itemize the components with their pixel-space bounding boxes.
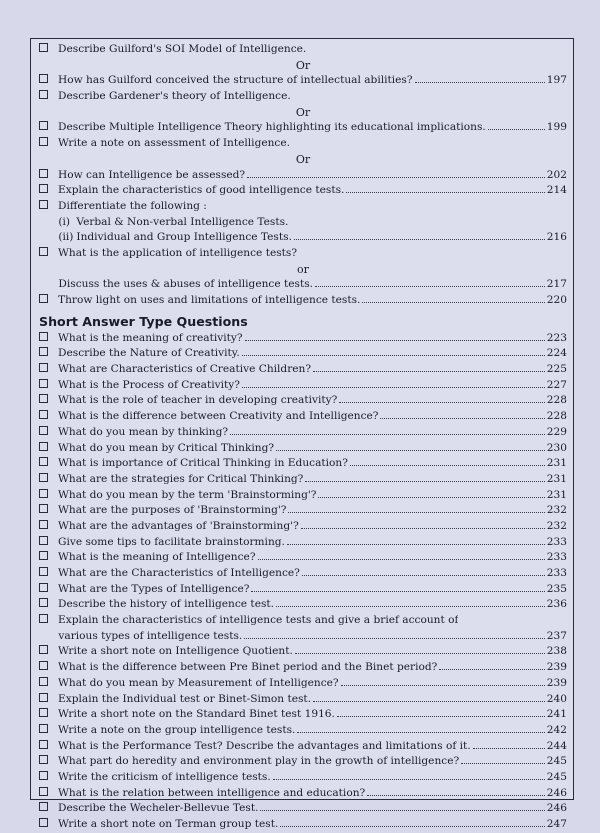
entry-text: What part do heredity and environment play in the growth of intelligence? [58, 755, 460, 768]
page-number: 247 [546, 818, 567, 830]
toc-entry [39, 629, 567, 645]
dot-leader [367, 786, 545, 796]
contents-page [30, 38, 574, 830]
toc-entry [39, 456, 567, 472]
entry-text: What is the meaning of creativity? [58, 331, 243, 344]
page-number: 214 [546, 184, 567, 197]
entry-text: What do you mean by Measurement of Intelligence? [58, 676, 339, 689]
dot-leader [350, 456, 545, 466]
entry-text: What are Characteristics of Creative Children? [58, 363, 312, 376]
entry-text: Discuss the uses & abuses of intelligence tests. [58, 278, 314, 291]
toc-entry [39, 613, 567, 629]
checkbox-square-icon [39, 583, 48, 592]
dot-leader [244, 629, 544, 639]
toc-entry [39, 550, 567, 566]
toc-entry [39, 393, 567, 409]
page-number: 245 [546, 770, 567, 783]
toc-entry [39, 566, 567, 582]
entry-text: What do you mean by the term 'Brainstorming'? [58, 488, 317, 501]
dot-leader [251, 582, 544, 592]
page-number: 238 [546, 645, 567, 658]
entry-text: How can Intelligence be assessed? [58, 168, 246, 181]
or-separator: Or [295, 58, 311, 72]
entry-text: Describe the Nature of Creativity. [58, 347, 240, 360]
entry-text: What is the meaning of Intelligence? [58, 551, 256, 564]
dot-leader [315, 277, 545, 287]
checkbox-square-icon [39, 802, 48, 811]
checkbox-square-icon [39, 771, 48, 780]
toc-entry [39, 331, 567, 347]
checkbox-square-icon [39, 363, 48, 372]
dot-leader [341, 676, 545, 686]
checkbox-square-icon [39, 677, 48, 686]
entry-text: Write a short note on Terman group test. [58, 818, 279, 830]
toc-entry [39, 770, 567, 786]
checkbox-square-icon [39, 247, 48, 256]
toc-entry [39, 801, 567, 817]
dot-leader [245, 331, 545, 341]
entry-text: Differentiate the following : [58, 199, 207, 212]
dot-leader [276, 597, 545, 607]
entry-text: Explain the Individual test or Binet-Simon test. [58, 692, 312, 705]
toc-entry [39, 519, 567, 535]
dot-leader [276, 441, 545, 451]
or-separator: Or [295, 105, 311, 119]
entry-text: What is the relation between intelligence and education? [58, 786, 366, 799]
toc-entry [39, 89, 567, 105]
entry-text: What are the Characteristics of Intelligence? [58, 567, 300, 579]
entry-text: What is the difference between Creativity and Intelligence? [58, 410, 379, 423]
page-number: 229 [546, 425, 567, 438]
toc-entry [39, 183, 567, 199]
sub-item-number: (ii) [58, 231, 74, 244]
toc-entry [39, 441, 567, 457]
entry-text: Describe Guilford's SOI Model of Intelligence. [58, 43, 307, 55]
page-number: 235 [546, 582, 567, 595]
dot-leader [295, 644, 545, 654]
dot-leader [380, 409, 544, 419]
page-number: 242 [546, 723, 567, 736]
toc-entry [39, 378, 567, 394]
page-number: 225 [546, 363, 567, 376]
entry-text: Write the criticism of intelligence tests. [58, 770, 271, 783]
dot-leader [301, 519, 545, 529]
page-number: 233 [546, 535, 567, 548]
entry-text: What is importance of Critical Thinking in Education? [58, 457, 348, 470]
entry-text: Write a short note on the Standard Binet test 1916. [58, 708, 335, 721]
checkbox-square-icon [39, 332, 48, 341]
dot-leader [294, 230, 545, 240]
dot-leader [287, 535, 545, 545]
toc-entry [39, 754, 567, 770]
short-answer-list [39, 331, 567, 833]
page-number: 223 [546, 331, 567, 344]
dot-leader [337, 707, 545, 717]
toc-entry [39, 723, 567, 739]
entry-text: Give some tips to facilitate brainstorming. [58, 535, 285, 548]
entry-text: Describe Multiple Intelligence Theory highlighting its educational implications. [58, 121, 486, 134]
dot-leader [242, 378, 545, 388]
entry-text: What is the Performance Test? Describe the advantages and limitations of it. [58, 739, 471, 752]
toc-entry [39, 199, 567, 215]
page-number: 216 [546, 231, 567, 244]
page-number: 245 [546, 755, 567, 768]
entry-text: What is the role of teacher in developing creativity? [58, 394, 338, 407]
dot-leader [415, 73, 545, 83]
page-number: 246 [546, 786, 567, 799]
checkbox-square-icon [39, 708, 48, 717]
toc-entry [39, 707, 567, 723]
toc-entry [39, 660, 567, 676]
entry-text: What is the Process of Creativity? [58, 378, 240, 391]
page-number: 233 [546, 567, 567, 579]
dot-leader [313, 692, 545, 702]
checkbox-square-icon [39, 473, 48, 482]
toc-entry [39, 409, 567, 425]
toc-entry [39, 230, 567, 246]
page-number: 217 [546, 278, 567, 291]
or-separator: or [297, 262, 309, 276]
entry-text: What are the strategies for Critical Thinking? [58, 472, 304, 485]
page-number: 232 [546, 519, 567, 532]
entry-text: Describe the history of intelligence test. [58, 598, 275, 611]
or-separator: Or [295, 152, 311, 166]
toc-entry [39, 346, 567, 362]
dot-leader [288, 503, 544, 513]
toc-entry [39, 472, 567, 488]
checkbox-square-icon [39, 426, 48, 435]
toc-entry [39, 582, 567, 598]
entry-text: What are the advantages of 'Brainstorming'? [58, 519, 299, 532]
toc-entry [39, 277, 567, 293]
checkbox-square-icon [39, 755, 48, 764]
dot-leader [473, 739, 545, 749]
dot-leader [461, 754, 545, 764]
checkbox-square-icon [39, 43, 48, 52]
dot-leader [362, 293, 544, 303]
dot-leader [318, 488, 544, 498]
toc-entry [39, 362, 567, 378]
toc-entry [39, 246, 567, 262]
dot-leader [302, 566, 545, 576]
dot-leader [247, 168, 545, 178]
checkbox-square-icon [39, 614, 48, 623]
dot-leader [242, 346, 545, 356]
entry-text: What is the application of intelligence tests? [58, 246, 298, 259]
toc-entry [39, 535, 567, 551]
page-number: 237 [546, 629, 567, 642]
dot-leader [439, 660, 544, 670]
checkbox-square-icon [39, 394, 48, 403]
page-number: 197 [546, 74, 567, 87]
toc-entry [39, 739, 567, 755]
toc-entry [39, 136, 567, 152]
entry-text: Describe Gardener's theory of Intelligence. [58, 90, 291, 103]
checkbox-square-icon [39, 551, 48, 560]
page-number: 233 [546, 551, 567, 564]
page-number: 240 [546, 692, 567, 705]
dot-leader [297, 723, 544, 733]
page-number: 236 [546, 598, 567, 611]
page-number: 231 [546, 457, 567, 470]
page-number: 228 [546, 394, 567, 407]
dot-leader [258, 550, 545, 560]
entry-text: Write a note on assessment of Intelligence. [58, 137, 291, 150]
checkbox-square-icon [39, 121, 48, 130]
entry-text: What are the purposes of 'Brainstorming'? [58, 504, 287, 517]
checkbox-square-icon [39, 184, 48, 193]
entry-text: What are the Types of Intelligence? [58, 582, 250, 595]
toc-entry [39, 168, 567, 184]
page-number: 239 [546, 661, 567, 674]
dot-leader [346, 183, 544, 193]
dot-leader [273, 770, 545, 780]
toc-entry [39, 425, 567, 441]
entry-text: Throw light on uses and limitations of intelligence tests. [58, 294, 361, 306]
entry-text: Individual and Group Intelligence Tests. [76, 231, 292, 244]
checkbox-square-icon [39, 74, 48, 83]
entry-text: Verbal & Non-verbal Intelligence Tests. [76, 215, 289, 228]
checkbox-square-icon [39, 137, 48, 146]
checkbox-square-icon [39, 169, 48, 178]
dot-leader [313, 362, 545, 372]
section-heading: Short Answer Type Questions [39, 313, 248, 329]
sub-item-number: (i) [58, 215, 71, 228]
checkbox-square-icon [39, 294, 48, 303]
entry-text: Describe the Wecheler-Bellevue Test. [58, 802, 259, 815]
page-number: 202 [546, 168, 567, 181]
checkbox-square-icon [39, 536, 48, 545]
entry-text: Explain the characteristics of intelligence tests and give a brief account of [58, 614, 459, 627]
checkbox-square-icon [39, 693, 48, 702]
toc-entry [39, 120, 567, 136]
entry-text: Write a short note on Intelligence Quotient. [58, 645, 293, 658]
long-answer-list [39, 42, 567, 309]
entry-text: How has Guilford conceived the structure of intellectual abilities? [58, 74, 413, 87]
dot-leader [260, 801, 544, 811]
toc-entry [39, 644, 567, 660]
checkbox-square-icon [39, 489, 48, 498]
toc-entry [39, 215, 567, 231]
checkbox-square-icon [39, 740, 48, 749]
toc-entry [39, 676, 567, 692]
checkbox-square-icon [39, 567, 48, 576]
page-number: 230 [546, 441, 567, 454]
toc-entry [39, 817, 567, 833]
dot-leader [488, 120, 545, 130]
page-number: 199 [546, 121, 567, 134]
toc-entry [39, 503, 567, 519]
checkbox-square-icon [39, 520, 48, 529]
toc-entry [39, 42, 567, 58]
page-number: 228 [546, 410, 567, 423]
entry-text: What is the difference between Pre Binet period and the Binet period? [58, 661, 438, 674]
checkbox-square-icon [39, 457, 48, 466]
toc-entry [39, 786, 567, 802]
checkbox-square-icon [39, 598, 48, 607]
checkbox-square-icon [39, 724, 48, 733]
entry-text: various types of intelligence tests. [58, 629, 243, 642]
toc-entry [39, 293, 567, 309]
checkbox-square-icon [39, 347, 48, 356]
page-number: 231 [546, 488, 567, 501]
page-number: 239 [546, 676, 567, 689]
entry-text: What do you mean by thinking? [58, 425, 229, 438]
page-number: 227 [546, 378, 567, 391]
checkbox-square-icon [39, 379, 48, 388]
dot-leader [339, 393, 544, 403]
checkbox-square-icon [39, 90, 48, 99]
dot-leader [305, 472, 544, 482]
entry-text: What do you mean by Critical Thinking? [58, 441, 275, 454]
checkbox-square-icon [39, 645, 48, 654]
toc-entry [39, 692, 567, 708]
entry-text: Write a note on the group intelligence tests. [58, 723, 296, 736]
page-number: 220 [546, 294, 567, 306]
toc-entry [39, 488, 567, 504]
checkbox-square-icon [39, 200, 48, 209]
page-number: 232 [546, 504, 567, 517]
entry-text: Explain the characteristics of good intelligence tests. [58, 184, 345, 197]
checkbox-square-icon [39, 661, 48, 670]
page-number: 244 [546, 739, 567, 752]
page-number: 231 [546, 472, 567, 485]
dot-leader [230, 425, 545, 435]
toc-entry [39, 73, 567, 89]
page-number: 241 [546, 708, 567, 721]
toc-entry [39, 597, 567, 613]
page-number: 224 [546, 347, 567, 360]
checkbox-square-icon [39, 787, 48, 796]
page-number: 246 [546, 802, 567, 815]
checkbox-square-icon [39, 504, 48, 513]
checkbox-square-icon [39, 410, 48, 419]
checkbox-square-icon [39, 442, 48, 451]
